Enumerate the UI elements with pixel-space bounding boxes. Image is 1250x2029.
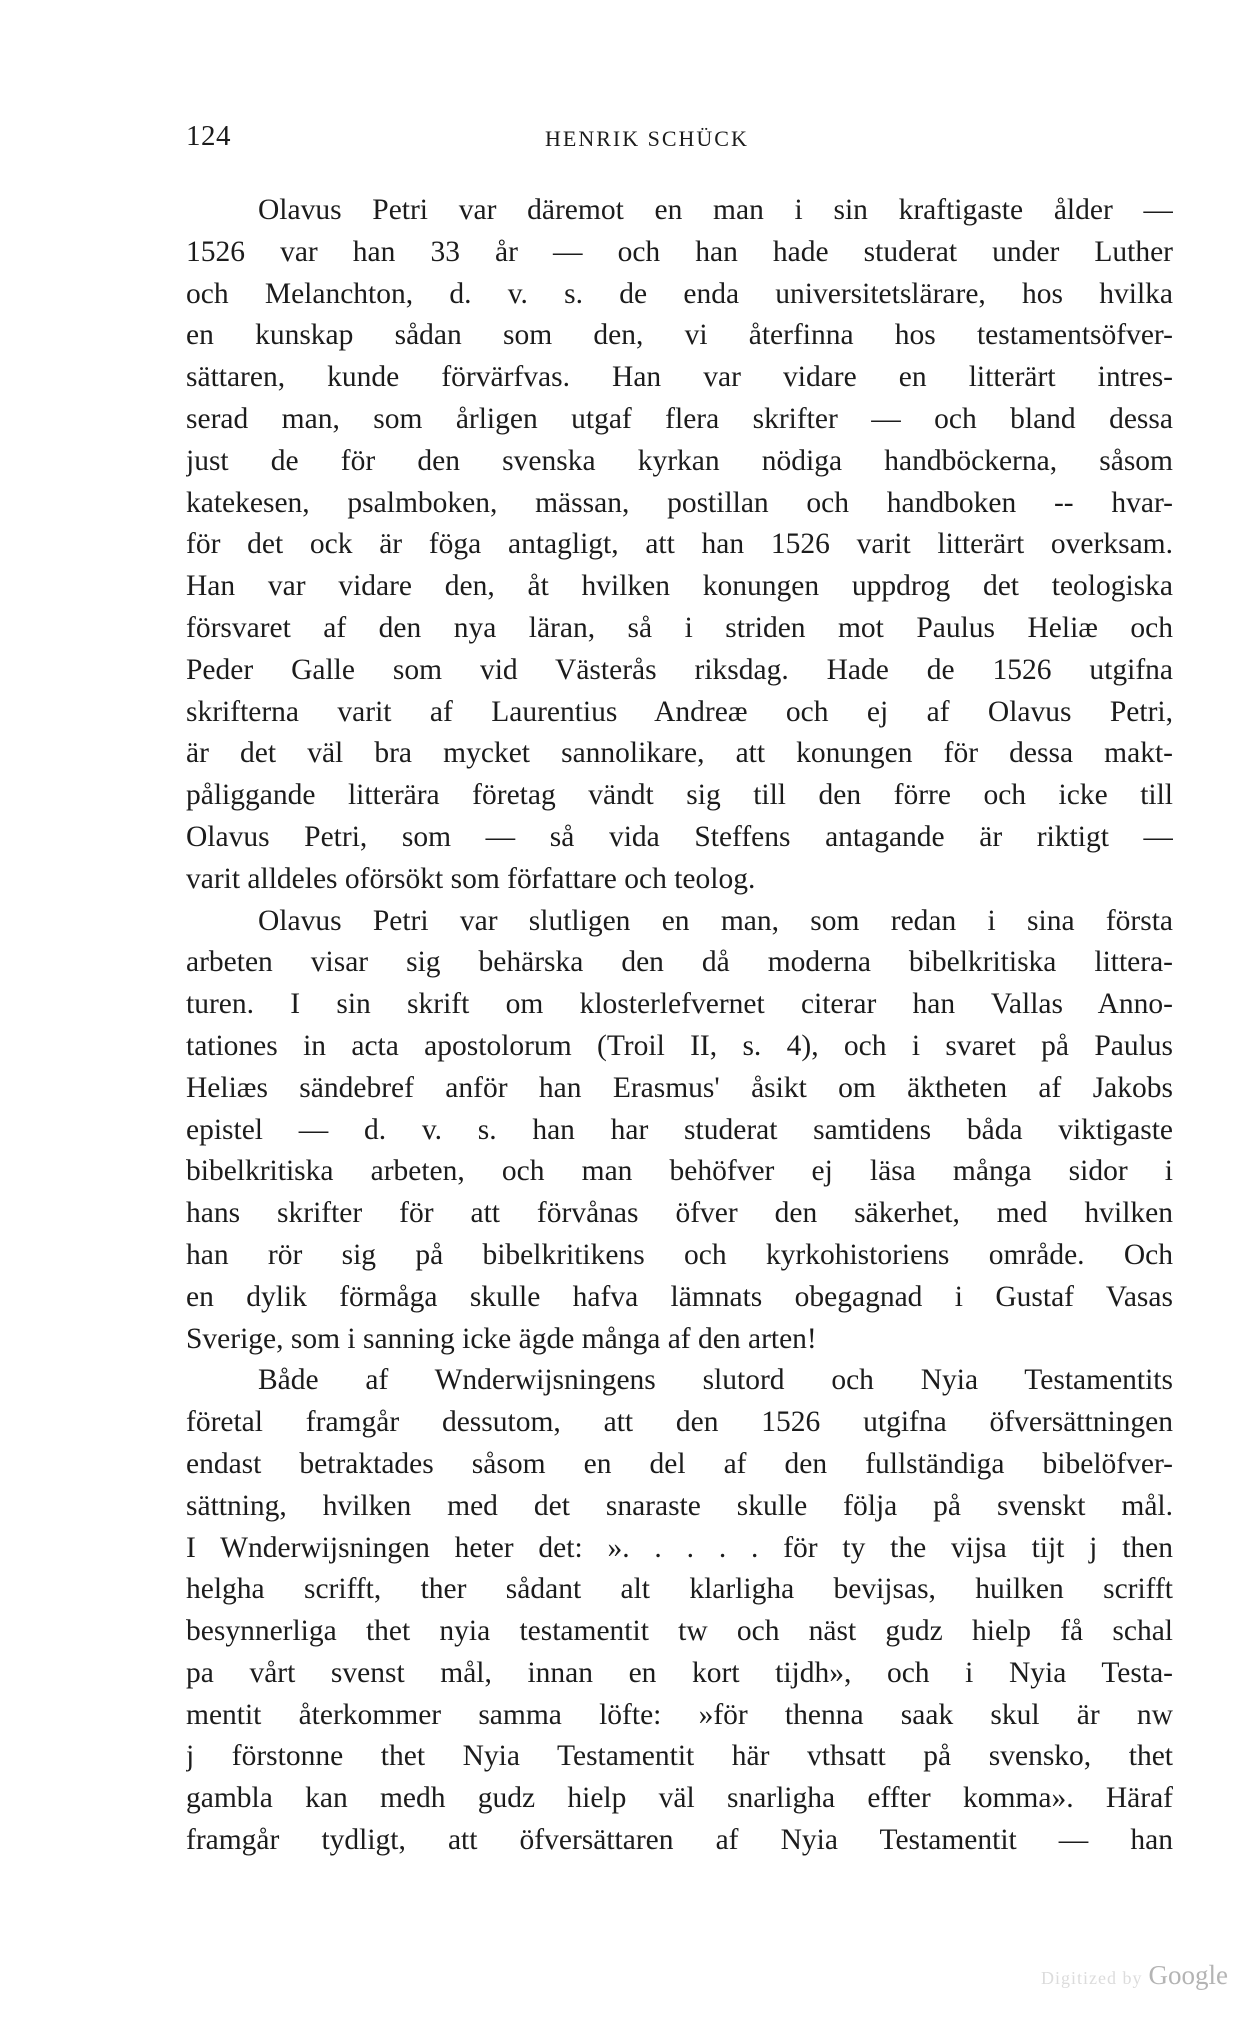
text-line: Han var vidare den, åt hvilken konungen uppdrog det teologiska [186, 570, 1173, 603]
text-line: 1526 var han 33 år — och han hade studerat under Luther [186, 235, 1173, 268]
text-line: mentit återkommer samma löfte: »för thenna saak skul är nw [186, 1698, 1173, 1731]
running-head: HENRIK SCHÜCK [545, 126, 749, 151]
text-line: Heliæs sändebref anför han Erasmus' åsikt om äktheten af Jakobs [186, 1071, 1173, 1104]
text-line: en dylik förmåga skulle hafva lämnats obegagnad i Gustaf Vasas [186, 1280, 1173, 1313]
text-line: Sverige, som i sanning icke ägde många af den arten! [186, 1322, 817, 1355]
text-line: arbeten visar sig behärska den då moderna bibelkritiska littera- [186, 946, 1173, 979]
watermark-prefix: Digitized by [1041, 1968, 1143, 1988]
text-line: tationes in acta apostolorum (Troil II, s. 4), och i svaret på Paulus [186, 1029, 1173, 1062]
text-line: hans skrifter för att förvånas öfver den säkerhet, med hvilken [186, 1197, 1173, 1230]
text-line: framgår tydligt, att öfversättaren af Nyia Testamentit — han [186, 1824, 1173, 1857]
text-line: han rör sig på bibelkritikens och kyrkohistoriens område. Och [186, 1238, 1173, 1271]
text-line: pa vårt svenst mål, innan en kort tijdh», och i Nyia Testa- [186, 1656, 1173, 1689]
text-line: sättaren, kunde förvärfvas. Han var vidare en litterärt intres- [186, 361, 1173, 394]
text-line: företal framgår dessutom, att den 1526 utgifna öfversättningen [186, 1406, 1173, 1439]
text-line: I Wnderwijsningen heter det: ». . . . . för ty the vijsa tijt j then [186, 1531, 1173, 1564]
text-line: bibelkritiska arbeten, och man behöfver ej läsa många sidor i [186, 1155, 1173, 1188]
text-line: epistel — d. v. s. han har studerat samtidens båda viktigaste [186, 1113, 1173, 1146]
text-line: Både af Wnderwijsningens slutord och Nyia Testamentits [258, 1364, 1173, 1397]
text-line: gambla kan medh gudz hielp väl snarligha effter komma». Häraf [186, 1782, 1173, 1815]
text-line: turen. I sin skrift om klosterlefvernet citerar han Vallas Anno- [186, 988, 1173, 1021]
text-line: en kunskap sådan som den, vi återfinna hos testamentsöfver- [186, 319, 1173, 352]
text-line: för det ock är föga antagligt, att han 1526 varit litterärt overksam. [186, 528, 1173, 561]
text-line: helgha scrifft, ther sådant alt klarligha bevijsas, huilken scrifft [186, 1573, 1173, 1606]
text-line: Olavus Petri, som — så vida Steffens antagande är riktigt — [186, 820, 1173, 853]
text-line: varit alldeles oförsökt som författare och teolog. [186, 862, 756, 895]
text-line: Olavus Petri var däremot en man i sin kraftigaste ålder — [258, 194, 1173, 226]
body-text [186, 190, 1173, 1862]
text-line: j förstonne thet Nyia Testamentit här vthsatt på svensko, thet [186, 1740, 1173, 1773]
text-line: katekesen, psalmboken, mässan, postillan och handboken -- hvar- [186, 486, 1173, 519]
text-line: endast betraktades såsom en del af den fullständiga bibelöfver- [186, 1447, 1173, 1480]
text-line: är det väl bra mycket sannolikare, att konungen för dessa makt- [186, 737, 1173, 770]
text-line: just de för den svenska kyrkan nödiga handböckerna, såsom [186, 444, 1173, 477]
text-line: och Melanchton, d. v. s. de enda universitetslärare, hos hvilka [186, 277, 1173, 310]
text-line: Olavus Petri var slutligen en man, som redan i sina första [258, 904, 1173, 937]
watermark-brand: Google [1148, 1960, 1228, 1990]
digitized-by-watermark [1041, 1960, 1228, 1991]
page-number: 124 [186, 120, 231, 152]
text-line: sättning, hvilken med det snaraste skulle följa på svenskt mål. [186, 1489, 1173, 1522]
text-line: påliggande litterära företag vändt sig till den förre och icke till [186, 779, 1173, 812]
text-line: besynnerliga thet nyia testamentit tw och näst gudz hielp få schal [186, 1615, 1173, 1648]
text-line: försvaret af den nya läran, så i striden mot Paulus Heliæ och [186, 611, 1173, 644]
text-line: Peder Galle som vid Västerås riksdag. Hade de 1526 utgifna [186, 653, 1173, 686]
text-line: skrifterna varit af Laurentius Andreæ och ej af Olavus Petri, [186, 695, 1173, 728]
text-line: serad man, som årligen utgaf flera skrifter — och bland dessa [186, 402, 1173, 435]
